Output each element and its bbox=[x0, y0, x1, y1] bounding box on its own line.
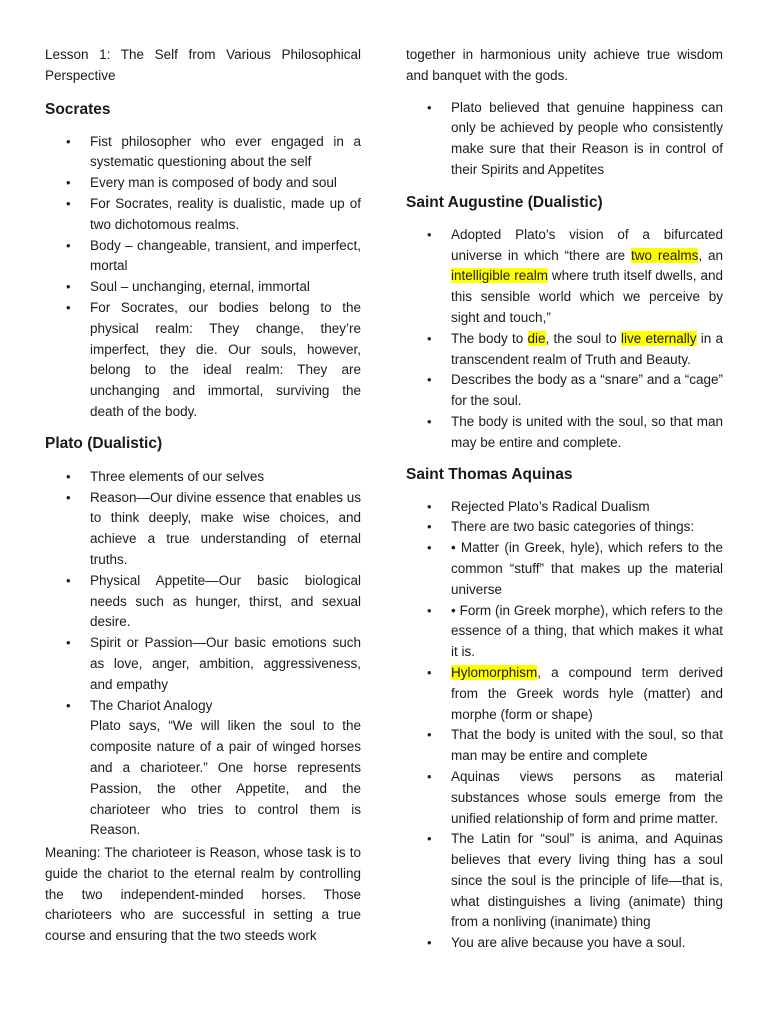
list-item: • For Socrates, reality is dualistic, made up of two dichotomous realms. bbox=[45, 194, 361, 236]
list-item: • Spirit or Passion—Our basic emotions such as love, anger, ambition, aggressiveness, and empathy bbox=[45, 633, 361, 695]
plato-heading: Plato (Dualistic) bbox=[45, 434, 163, 452]
list-item: • Physical Appetite—Our basic biological needs such as hunger, thirst, and sexual desire. bbox=[45, 571, 361, 633]
list-item: • The Latin for “soul” is anima, and Aquinas believes that every living thing has a soul since the soul is the principle of life—that is, what distinguishes a living (animate) thing from a nonliving (inanimate) thing bbox=[406, 829, 723, 933]
text-run: , an bbox=[698, 247, 723, 263]
chariot-analogy-label: The Chariot Analogy bbox=[90, 697, 213, 713]
augustine-heading: Saint Augustine (Dualistic) bbox=[406, 193, 603, 211]
text-run: in a transcendent realm of Truth and Beauty. bbox=[451, 330, 723, 367]
list-item bbox=[45, 696, 361, 842]
aquinas-list bbox=[406, 497, 723, 955]
highlight-live-eternally: live eternally bbox=[620, 330, 697, 346]
list-item: • Every man is composed of body and soul bbox=[45, 173, 361, 194]
list-item bbox=[406, 225, 723, 329]
list-item bbox=[406, 329, 723, 371]
augustine-list bbox=[406, 225, 723, 454]
list-item: • That the body is united with the soul, so that man may be entire and complete bbox=[406, 725, 723, 767]
list-item: • Soul – unchanging, eternal, immortal bbox=[45, 277, 361, 298]
lesson-title: Lesson 1: The Self from Various Philosophical Perspective bbox=[45, 47, 361, 83]
list-item: • Rejected Plato’s Radical Dualism bbox=[406, 497, 723, 518]
list-item: • The body is united with the soul, so that man may be entire and complete. bbox=[406, 412, 723, 454]
list-item: • Describes the body as a “snare” and a “cage” for the soul. bbox=[406, 370, 723, 412]
list-item: • You are alive because you have a soul. bbox=[406, 933, 723, 954]
list-item: • Fist philosopher who ever engaged in a systematic questioning about the self bbox=[45, 132, 361, 174]
text-run: , a compound term derived from the Greek words hyle (matter) and morphe (form or shape) bbox=[451, 664, 723, 722]
left-column bbox=[45, 45, 361, 947]
list-item: • • Matter (in Greek, hyle), which refers to the common “stuff” that makes up the material universe bbox=[406, 538, 723, 600]
list-item: • Three elements of our selves bbox=[45, 467, 361, 488]
socrates-list bbox=[45, 132, 361, 423]
highlight-die: die bbox=[527, 330, 546, 346]
chariot-quote: Plato says, “We will liken the soul to the composite nature of a pair of winged horses and a charioteer.” One horse represents Passion, the other Appetite, and the charioteer who tries to control them is Reason. bbox=[90, 718, 361, 838]
list-item: • Body – changeable, transient, and imperfect, mortal bbox=[45, 236, 361, 278]
text-run: where truth itself dwells, and this sensible world which we perceive by sight and touch,” bbox=[451, 268, 723, 325]
plato-list bbox=[45, 467, 361, 841]
text-run: Adopted Plato’s vision of a bifurcated universe in which “there are bbox=[451, 226, 723, 263]
text-run: The body to bbox=[451, 330, 528, 346]
continuation-paragraph: together in harmonious unity achieve true wisdom and banquet with the gods. bbox=[406, 47, 723, 83]
list-item: • There are two basic categories of things: bbox=[406, 517, 723, 538]
list-item: • • Form (in Greek morphe), which refers to the essence of a thing, that which makes it what it is. bbox=[406, 601, 723, 663]
list-item: • Plato believed that genuine happiness can only be achieved by people who consistently make sure that their Reason is in control of their Spirits and Appetites bbox=[406, 98, 723, 181]
list-item: • Reason—Our divine essence that enables us to think deeply, make wise choices, and achieve a true understanding of eternal truths. bbox=[45, 488, 361, 571]
highlight-two-realms: two realms bbox=[631, 247, 699, 263]
highlight-hylomorphism: Hylomorphism bbox=[451, 664, 538, 680]
right-column bbox=[406, 45, 723, 954]
plato-happiness-list bbox=[406, 98, 723, 181]
list-item: • For Socrates, our bodies belong to the physical realm: They change, they’re imperfect, they die. Our souls, however, belong to the ideal realm: They are unchanging and immortal, surviving the death of the body. bbox=[45, 298, 361, 423]
text-run: , the soul to bbox=[545, 330, 621, 346]
list-item: • Aquinas views persons as material substances whose souls emerge from the unified relationship of form and prime matter. bbox=[406, 767, 723, 829]
socrates-heading: Socrates bbox=[45, 100, 111, 118]
meaning-paragraph: Meaning: The charioteer is Reason, whose task is to guide the chariot to the eternal realm by controlling the two independent-minded horses. Those charioteers who are successful in setting a true course and ensuring that the two steeds work bbox=[45, 845, 361, 944]
highlight-intelligible-realm: intelligible realm bbox=[451, 268, 548, 284]
aquinas-heading: Saint Thomas Aquinas bbox=[406, 465, 573, 483]
list-item bbox=[406, 663, 723, 725]
